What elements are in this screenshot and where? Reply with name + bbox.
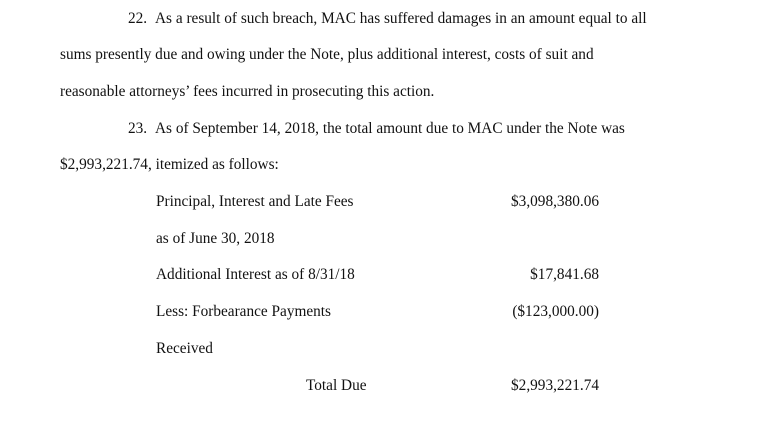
paragraph-text-line: As of September 14, 2018, the total amount due to MAC under the Note was: [155, 120, 625, 137]
paragraph-text-line: As a result of such breach, MAC has suffered damages in an amount equal to all: [155, 10, 647, 27]
item-amount: $17,841.68: [530, 266, 599, 283]
total-label: Total Due: [306, 377, 367, 394]
item-amount: ($123,000.00): [512, 303, 599, 320]
item-amount: $3,098,380.06: [511, 193, 599, 210]
item-label: Additional Interest as of 8/31/18: [156, 266, 355, 283]
item-label: Principal, Interest and Late Fees: [156, 193, 354, 210]
item-label: Received: [156, 340, 213, 357]
total-amount: $2,993,221.74: [511, 377, 599, 394]
item-label: as of June 30, 2018: [156, 230, 275, 247]
paragraph-number: 22.: [128, 10, 148, 27]
paragraph-text-line: sums presently due and owing under the Note, plus additional interest, costs of suit and: [60, 46, 594, 63]
paragraph-number: 23.: [128, 120, 148, 137]
item-label: Less: Forbearance Payments: [156, 303, 332, 320]
paragraph-text-line: $2,993,221.74, itemized as follows:: [60, 156, 279, 173]
paragraph-text-line: reasonable attorneys’ fees incurred in prosecuting this action.: [60, 83, 435, 100]
